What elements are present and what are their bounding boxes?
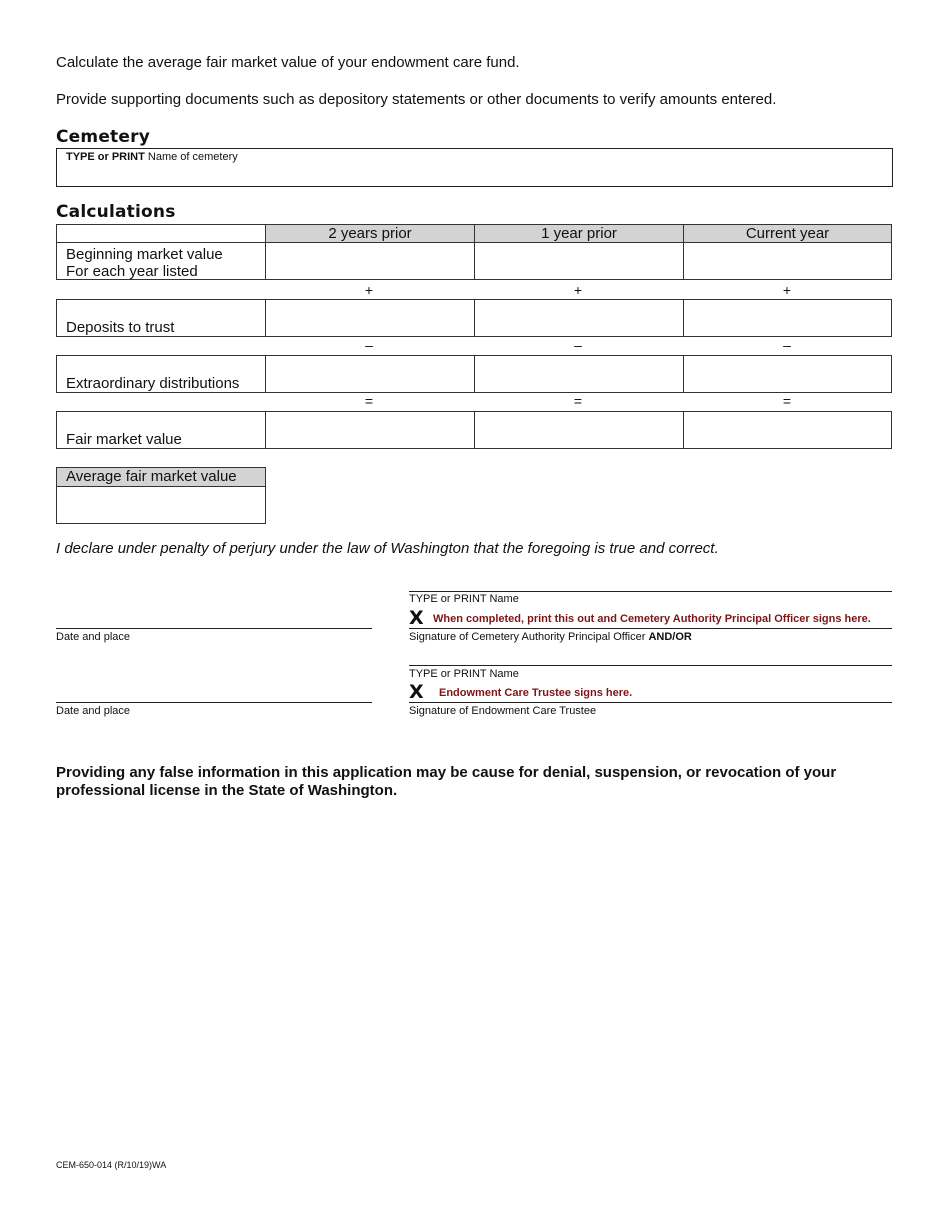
officer-and-or: AND/OR	[648, 631, 692, 643]
trustee-sign-x-mark: X	[409, 681, 424, 703]
intro-text-2: Provide supporting documents such as depository statements or other documents to verify amounts entered.	[56, 91, 777, 108]
equals-operator: =	[573, 393, 583, 409]
equals-operator: =	[782, 393, 792, 409]
minus-operator: –	[574, 337, 582, 353]
header-2-years-prior: 2 years prior	[265, 224, 475, 243]
trustee-date-line[interactable]	[56, 702, 372, 703]
trustee-name-line	[409, 665, 892, 666]
cemetery-label-rest: Name of cemetery	[144, 151, 238, 163]
fmv-2-years-prior-input[interactable]	[265, 411, 475, 449]
fmv-1-year-prior-input[interactable]	[474, 411, 684, 449]
header-1-year-prior: 1 year prior	[474, 224, 684, 243]
intro-text-1: Calculate the average fair market value of your endowment care fund.	[56, 54, 520, 71]
cemetery-section-title: Cemetery	[56, 127, 150, 147]
beginning-2-years-prior-input[interactable]	[265, 242, 475, 280]
deposits-current-year-input[interactable]	[683, 299, 892, 337]
plus-operator: +	[782, 282, 792, 298]
header-blank-cell	[56, 224, 266, 243]
officer-signature-label-text: Signature of Cemetery Authority Principal Officer	[409, 631, 649, 643]
row-label-beginning-line1: Beginning market value	[66, 246, 223, 263]
trustee-signature-label: Signature of Endowment Care Trustee	[409, 705, 597, 717]
cemetery-name-field[interactable]	[56, 148, 893, 187]
equals-operator: =	[364, 393, 374, 409]
beginning-1-year-prior-input[interactable]	[474, 242, 684, 280]
false-info-warning: Providing any false information in this application may be cause for denial, suspension, or revocation of your professional license in the State of Washington.	[56, 764, 837, 799]
officer-signature-label	[409, 631, 692, 643]
officer-date-label: Date and place	[56, 631, 130, 643]
trustee-sign-note: Endowment Care Trustee signs here.	[439, 687, 633, 699]
distributions-current-year-input[interactable]	[683, 355, 892, 393]
officer-signature-line[interactable]	[409, 628, 892, 629]
cemetery-name-label	[57, 149, 892, 163]
average-fmv-input[interactable]	[56, 486, 266, 524]
row-label-beginning-line2: For each year listed	[66, 263, 198, 280]
declaration-text: I declare under penalty of perjury under the law of Washington that the foregoing is true and correct.	[56, 540, 719, 557]
trustee-signature-line[interactable]	[409, 702, 892, 703]
officer-name-line	[409, 591, 892, 592]
officer-date-line[interactable]	[56, 628, 372, 629]
calculations-section-title: Calculations	[56, 202, 176, 222]
officer-sign-x-mark: X	[409, 607, 424, 629]
officer-sign-note: When completed, print this out and Cemetery Authority Principal Officer signs here.	[433, 613, 871, 625]
row-label-extraordinary-distributions: Extraordinary distributions	[56, 355, 266, 393]
beginning-current-year-input[interactable]	[683, 242, 892, 280]
officer-name-label: TYPE or PRINT Name	[409, 593, 519, 605]
deposits-2-years-prior-input[interactable]	[265, 299, 475, 337]
distributions-1-year-prior-input[interactable]	[474, 355, 684, 393]
row-label-beginning-market-value	[56, 242, 266, 280]
row-label-deposits-to-trust: Deposits to trust	[56, 299, 266, 337]
trustee-date-label: Date and place	[56, 705, 130, 717]
cemetery-label-bold: TYPE or PRINT	[66, 151, 145, 163]
minus-operator: –	[783, 337, 791, 353]
plus-operator: +	[573, 282, 583, 298]
average-fmv-label: Average fair market value	[56, 467, 266, 487]
minus-operator: –	[365, 337, 373, 353]
header-current-year: Current year	[683, 224, 892, 243]
deposits-1-year-prior-input[interactable]	[474, 299, 684, 337]
trustee-name-label: TYPE or PRINT Name	[409, 668, 519, 680]
distributions-2-years-prior-input[interactable]	[265, 355, 475, 393]
fmv-current-year-input[interactable]	[683, 411, 892, 449]
row-label-fair-market-value: Fair market value	[56, 411, 266, 449]
plus-operator: +	[364, 282, 374, 298]
form-number: CEM-650-014 (R/10/19)WA	[56, 1160, 167, 1170]
